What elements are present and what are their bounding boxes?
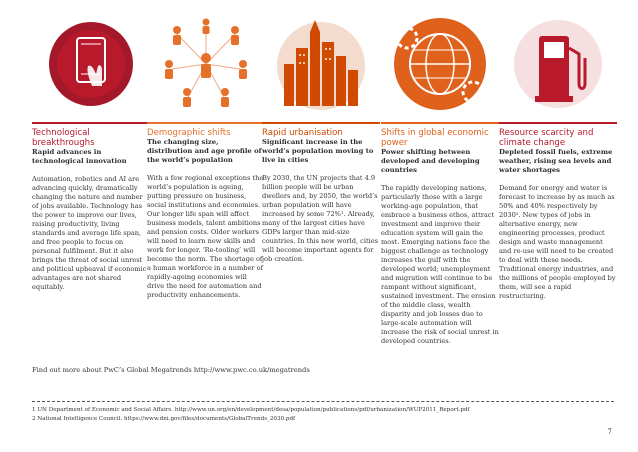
accent-bar xyxy=(147,122,265,124)
column-subtitle: Significant increase in the world’s population moving to live in cities xyxy=(262,138,374,164)
page-number: 7 xyxy=(607,428,612,436)
tablet-hand-icon xyxy=(32,14,150,114)
column-body: By 2030, the UN projects that 4.9 billion people will be urban dwellers and, by 2050, the world’s urban population will have increased by some 72%¹. Already, many of the largest cities have GDPs larger than mid-size countries. In this new world, cities will become important agents for job creation. xyxy=(262,174,378,263)
accent-bar xyxy=(381,122,499,124)
megatrend-column-urbanisation xyxy=(262,14,380,264)
megatrend-column-economic-power xyxy=(381,14,499,346)
megatrend-column-resources xyxy=(499,14,617,301)
column-title: Technological breakthroughs xyxy=(32,128,95,148)
megatrend-column-demographic xyxy=(147,14,265,300)
accent-bar xyxy=(262,122,380,124)
column-body: With a few regional exceptions the world’s population is ageing, putting pressure on business, social institutions and economies. Our longer life span will affect business models, talent ambitions and pension costs. Older workers will need to learn new skills and work for longer. ‘Re-tooling’ will become the norm. The shortage of a human workforce in a number of rapidly-ageing economies will drive the need for automation and productivity enhancements. xyxy=(147,174,264,299)
column-subtitle: The changing size, distribution and age profile of the world’s population xyxy=(147,138,262,164)
column-body: Demand for energy and water is forecast to increase by as much as 50% and 40% respectively by 2030². New types of jobs in alternative energy, new engineering processes, product design and waste management and re-use will need to be created to deal with these needs. Traditional energy industries, and the millions of people employed by them, will see a rapid restructuring. xyxy=(499,184,616,300)
column-title: Demographic shifts xyxy=(147,128,231,138)
column-body: Automation, robotics and AI are advancing quickly, dramatically changing the nature and number of jobs available. Technology has the power to improve our lives, raising productivity, living standards and average life span, and free people to focus on personal fulfilment. But it also brings the threat of social unrest and political upheaval if economic advantages are not shared equitably. xyxy=(32,175,147,291)
footnote-2: 2 National Intelligence Council. https://www.dni.gov/files/documents/GlobalTrends_2030.pdf xyxy=(32,416,296,422)
column-subtitle: Power shifting between developed and developing countries xyxy=(381,148,480,174)
column-title: Shifts in global economic power xyxy=(381,128,489,148)
column-title: Rapid urbanisation xyxy=(262,128,343,138)
fuel-pump-icon xyxy=(499,14,617,114)
footnote-divider xyxy=(32,401,614,402)
footnote-1: 1 UN Department of Economic and Social Affairs. http://www.un.org/en/development/desa/population/publications/pdf/urbanization/WUP2011_Report.pdf xyxy=(32,407,470,413)
accent-bar xyxy=(499,122,617,124)
megatrend-column-technology xyxy=(32,14,150,292)
column-subtitle: Rapid advances in technological innovation xyxy=(32,148,127,165)
column-subtitle: Depleted fossil fuels, extreme weather, rising sea levels and water shortages xyxy=(499,148,613,174)
column-title: Resource scarcity and climate change xyxy=(499,128,594,148)
accent-bar xyxy=(32,122,150,124)
city-skyline-icon xyxy=(262,14,380,114)
column-body: The rapidly developing nations, particularly those with a large working-age population, that embrace a business ethos, attract investment and improve their education system will gain the most. Emerging nations face the biggest challenge as technology increases the gulf with the developed world; unemployment and migration will continue to be rampant without significant, sustained investment. The erosion of the middle class, wealth disparity and job losses due to large-scale automation will increase the risk of social unrest in developed countries. xyxy=(381,184,499,345)
megatrends-link-text[interactable]: Find out more about PwC’s Global Megatrends http://www.pwc.co.uk/megatrends xyxy=(32,366,310,374)
people-network-icon xyxy=(147,14,265,114)
globe-gears-icon xyxy=(381,14,499,114)
